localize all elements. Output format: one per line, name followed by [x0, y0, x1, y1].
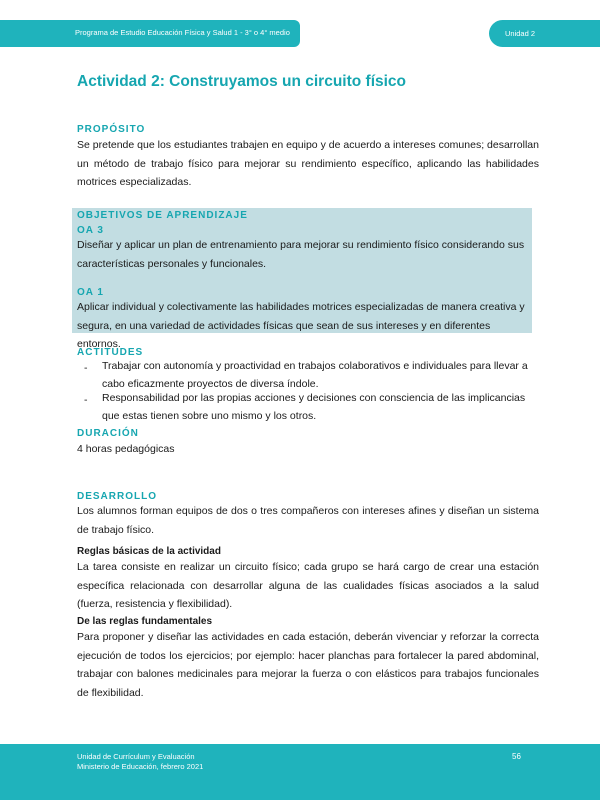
reglas-basicas-text: La tarea consiste en realizar un circuito físico; cada grupo se hará cargo de crear una estación específica relacionada con desarrollar alguna de las cualidades físicas asociados a la salud (fuerza, resistencia y flexibilidad). — [77, 561, 539, 610]
page-number: 56 — [512, 752, 521, 761]
footer-unit: Unidad de Currículum y Evaluación — [77, 752, 195, 761]
bullet-marker: - — [84, 394, 88, 406]
oa-code: OA 1 — [77, 287, 104, 298]
actitudes-label: ACTITUDES — [77, 347, 144, 358]
proposito-label: PROPÓSITO — [77, 124, 146, 135]
actitud-item: Trabajar con autonomía y proactividad en trabajos colaborativos e individuales para llevar a cabo eficazmente proyectos de diversa índole. — [102, 360, 528, 390]
footer-ministry: Ministerio de Educación, febrero 2021 — [77, 762, 204, 771]
activity-title-main: Construyamos un circuito físico — [169, 73, 407, 90]
reglas-basicas-heading: Reglas básicas de la actividad — [77, 546, 221, 557]
reglas-fundamentales-text: Para proponer y diseñar las actividades en cada estación, deberán vivenciar y reforzar la correcta ejecución de todos los ejercicios; por ejemplo: hacer planchas para fortalecer la pared abdominal, trabajar con balones medicinales para mejorar la fuerza o con elásticos para trabajos funcionales de flexibilidad. — [77, 631, 539, 699]
unit-badge-extension — [570, 20, 600, 47]
duracion-text: 4 horas pedagógicas — [77, 443, 175, 455]
oa-code: OA 3 — [77, 225, 104, 236]
activity-title — [77, 73, 406, 91]
program-title: Programa de Estudio Educación Física y Salud 1 - 3° o 4° medio — [75, 28, 290, 37]
oa-text: Aplicar individual y colectivamente las habilidades motrices especializadas de manera creativa y segura, en una variedad de actividades físicas que sean de sus intereses y en diferentes entornos. — [77, 301, 525, 350]
desarrollo-intro: Los alumnos forman equipos de dos o tres compañeros con intereses afines y diseñan un sistema de trabajo físico. — [77, 505, 539, 536]
activity-title-prefix: Actividad 2: — [77, 73, 165, 90]
proposito-text: Se pretende que los estudiantes trabajen en equipo y de acuerdo a intereses comunes; desarrollan un método de trabajo físico para mejorar su rendimiento específico, aplicando las habilidades motrices especializadas. — [77, 139, 539, 188]
objetivos-label: OBJETIVOS DE APRENDIZAJE — [77, 210, 248, 221]
duracion-label: DURACIÓN — [77, 428, 139, 439]
unit-badge: Unidad 2 — [489, 20, 577, 47]
desarrollo-label: DESARROLLO — [77, 491, 157, 502]
reglas-fundamentales-heading: De las reglas fundamentales — [77, 616, 213, 627]
oa-text: Diseñar y aplicar un plan de entrenamiento para mejorar su rendimiento físico considerando sus características personales y funcionales. — [77, 239, 525, 270]
bullet-marker: - — [84, 362, 88, 374]
actitud-item: Responsabilidad por las propias acciones y decisiones con consciencia de las implicancias que estas tienen sobre uno mismo y los otros. — [102, 392, 526, 422]
